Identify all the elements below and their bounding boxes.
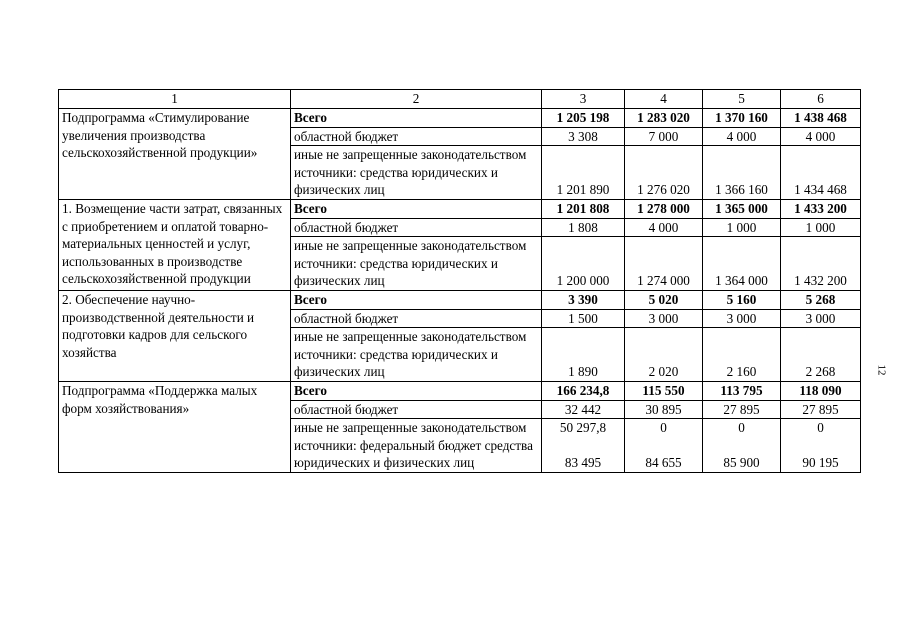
value-cell: 2 160	[703, 328, 781, 382]
header-cell: 4	[625, 90, 703, 109]
value-cell: 27 895	[781, 400, 861, 419]
value-cell: 1 433 200	[781, 199, 861, 218]
source-cell: Всего	[291, 290, 542, 309]
value-cell: 0 90 195	[781, 419, 861, 473]
value-cell: 1 364 000	[703, 237, 781, 291]
value-cell: 1 890	[542, 328, 625, 382]
value-cell: 4 000	[625, 218, 703, 237]
table-row	[59, 199, 861, 218]
value-cell: 166 234,8	[542, 381, 625, 400]
value-cell: 5 160	[703, 290, 781, 309]
header-cell: 1	[59, 90, 291, 109]
source-cell: Всего	[291, 199, 542, 218]
value-cell: 0 85 900	[703, 419, 781, 473]
value-cell: 30 895	[625, 400, 703, 419]
value-cell: 1 370 160	[703, 109, 781, 128]
value-cell: 4 000	[703, 127, 781, 146]
value-cell: 1 365 000	[703, 199, 781, 218]
value-cell: 3 390	[542, 290, 625, 309]
value-cell: 32 442	[542, 400, 625, 419]
source-cell: иные не запрещенные законодательством источники: средства юридических и физических лиц	[291, 237, 542, 291]
value-cell: 3 000	[625, 309, 703, 328]
source-cell: областной бюджет	[291, 218, 542, 237]
section-name: 2. Обеспечение научно-производственной деятельности и подготовки кадров для сельского хозяйства	[59, 290, 291, 381]
value-cell: 1 274 000	[625, 237, 703, 291]
table-row	[59, 109, 861, 128]
header-row	[59, 90, 861, 109]
section-name: Подпрограмма «Поддержка малых форм хозяйствования»	[59, 381, 291, 472]
source-cell: иные не запрещенные законодательством источники: средства юридических и физических лиц	[291, 328, 542, 382]
section-name: 1. Возмещение части затрат, связанных с приобретением и оплатой товарно-материальных ценностей и услуг, использованных в производстве сельскохозяйственной продукции	[59, 199, 291, 290]
value-cell: 1 278 000	[625, 199, 703, 218]
value-cell: 1 000	[781, 218, 861, 237]
header-cell: 2	[291, 90, 542, 109]
value-cell: 3 000	[781, 309, 861, 328]
page-number: 12	[875, 364, 888, 376]
value-cell: 1 283 020	[625, 109, 703, 128]
header-cell: 6	[781, 90, 861, 109]
value-cell: 1 000	[703, 218, 781, 237]
table-row	[59, 290, 861, 309]
source-cell: Всего	[291, 381, 542, 400]
value-cell: 2 020	[625, 328, 703, 382]
table-row	[59, 381, 861, 400]
value-cell: 118 090	[781, 381, 861, 400]
value-cell: 27 895	[703, 400, 781, 419]
value-cell: 2 268	[781, 328, 861, 382]
value-cell: 1 438 468	[781, 109, 861, 128]
value-cell: 1 276 020	[625, 146, 703, 200]
source-cell: иные не запрещенные законодательством источники: средства юридических и физических лиц	[291, 146, 542, 200]
value-cell: 1 201 808	[542, 199, 625, 218]
value-cell: 1 200 000	[542, 237, 625, 291]
value-cell: 113 795	[703, 381, 781, 400]
value-cell: 1 366 160	[703, 146, 781, 200]
value-cell: 1 205 198	[542, 109, 625, 128]
source-cell: Всего	[291, 109, 542, 128]
value-cell: 4 000	[781, 127, 861, 146]
value-cell: 7 000	[625, 127, 703, 146]
value-cell: 1 500	[542, 309, 625, 328]
value-cell: 5 020	[625, 290, 703, 309]
budget-table	[58, 89, 861, 473]
value-cell: 5 268	[781, 290, 861, 309]
header-cell: 5	[703, 90, 781, 109]
header-cell: 3	[542, 90, 625, 109]
value-cell: 3 000	[703, 309, 781, 328]
source-cell: иные не запрещенные законодательством источники: федеральный бюджет средства юридических и физических лиц	[291, 419, 542, 473]
value-cell: 50 297,8 83 495	[542, 419, 625, 473]
value-cell: 1 434 468	[781, 146, 861, 200]
section-name: Подпрограмма «Стимулирование увеличения производства сельскохозяйственной продукции»	[59, 109, 291, 200]
value-cell: 3 308	[542, 127, 625, 146]
value-cell: 115 550	[625, 381, 703, 400]
value-cell: 1 201 890	[542, 146, 625, 200]
value-cell: 1 432 200	[781, 237, 861, 291]
source-cell: областной бюджет	[291, 127, 542, 146]
value-cell: 1 808	[542, 218, 625, 237]
source-cell: областной бюджет	[291, 309, 542, 328]
source-cell: областной бюджет	[291, 400, 542, 419]
value-cell: 0 84 655	[625, 419, 703, 473]
